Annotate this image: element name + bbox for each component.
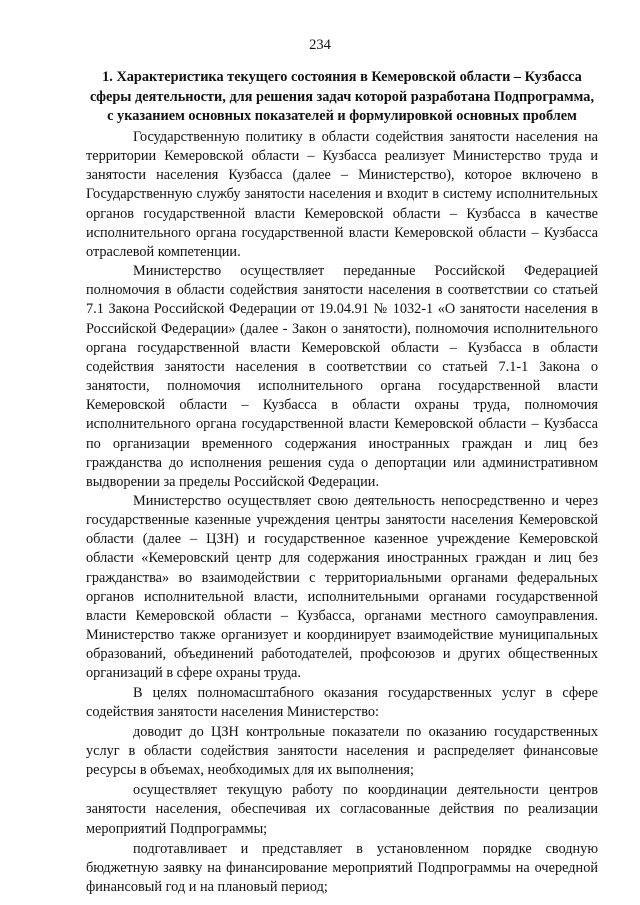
body-text: [86, 128, 598, 897]
list-item-coordination: осуществляет текущую работу по координации деятельности центров занятости населения, обеспечивая их согласованные действия по реализации мероприятий Подпрограммы;: [86, 782, 598, 837]
heading-line-1: 1. Характеристика текущего состояния в Кемеровской области – Кузбасса: [102, 69, 582, 85]
list-item-control-indicators: доводит до ЦЗН контрольные показатели по оказанию государственных услуг в области содействия занятости населения и распределяет финансовые ресурсы в объемах, необходимых для их выполнения;: [86, 723, 598, 779]
paragraph-services-intro: В целях полномасштабного оказания государственных услуг в сфере содействия занятости населения Министерство:: [86, 684, 598, 720]
heading-line-3: с указанием основных показателей и формулировкой основных проблем: [107, 108, 577, 124]
heading-line-2: сферы деятельности, для решения задач которой разработана Подпрограмма,: [89, 88, 595, 105]
paragraph-ministry-activity: Министерство осуществляет свою деятельность непосредственно и через государственные казенные учреждения центры занятости населения Кемеровской области (далее – ЦЗН) и государственное казенное учреждение Кемеровской области «Кемеровский центр для содержания иностранных граждан и лиц без гражданства» во взаимодействии с территориальными органами федеральных органов исполнительной власти, исполнительными органами государственной власти Кемеровской области – Кузбасса, органами местного самоуправления. Министерство также организует и координирует взаимодействие муниципальных образований, объединений работодателей, профсоюзов и других общественных организаций в сфере охраны труда.: [86, 492, 598, 682]
paragraph-delegated-powers: Министерство осуществляет переданные Российской Федерацией полномочия в области содействия занятости населения в соответствии со статьей 7.1 Закона Российской Федерации от 19.04.91 № 1032-1 «О занятости населения в Российской Федерации» (далее - Закон о занятости), полномочия исполнительного органа государственной власти Кемеровской области – Кузбасса в области содействия занятости населения в соответствии со статьей 7.1-1 Закона о занятости, полномочия исполнительного органа государственной власти Кемеровской области – Кузбасса в области охраны труда, полномочия исполнительного органа государственной власти Кемеровской области – Кузбасса по организации временного содержания иностранных граждан и лиц без гражданства до исполнения решения суда о депортации или административном выдворении за пределы Российской Федерации.: [86, 263, 598, 490]
section-heading: [86, 68, 598, 127]
page-number: 234: [309, 37, 331, 53]
list-item-budget-request: подготавливает и представляет в установленном порядке сводную бюджетную заявку на финансирование мероприятий Подпрограммы на очередной финансовый год и на плановый период;: [86, 840, 598, 896]
paragraph-state-policy: Государственную политику в области содействия занятости населения на территории Кемеровской области – Кузбасса реализует Министерство труда и занятости населения Кузбасса (далее – Министерство), которое включено в Государственную службу занятости населения и входит в систему исполнительных органов государственной власти Кемеровской области – Кузбасса в качестве исполнительного органа государственной власти Кемеровской области – Кузбасса отраслевой компетенции.: [86, 129, 598, 260]
